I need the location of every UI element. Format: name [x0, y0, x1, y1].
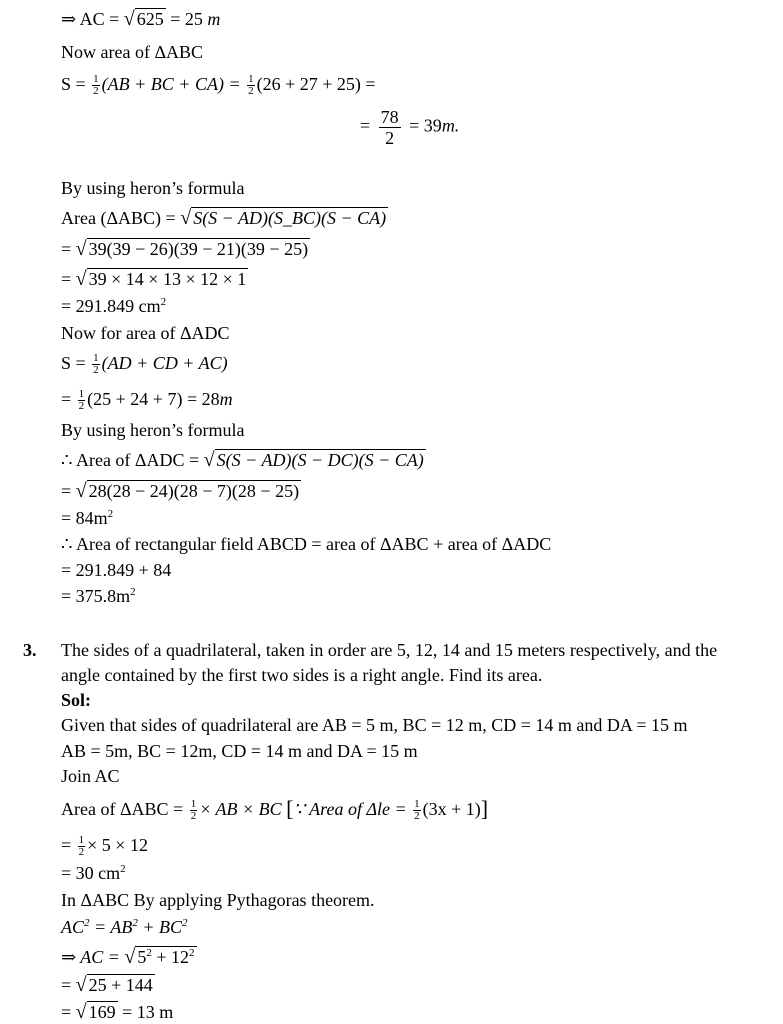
line-area-abc-sub [61, 238, 310, 260]
numerator: 1 [190, 798, 197, 811]
text: = 84m [61, 508, 108, 528]
denominator: 2 [385, 128, 395, 148]
q3-sqrt-169-step [61, 974, 155, 996]
text: By using heron’s formula [61, 420, 245, 440]
radicand: 625 [136, 9, 164, 29]
expression: (3x + 1) [422, 799, 481, 819]
text: Now for area of ΔADC [61, 323, 230, 343]
text: S = [61, 353, 91, 373]
line-heron-1 [61, 177, 244, 199]
question-line-2 [61, 664, 542, 686]
text: = [61, 1002, 76, 1022]
text: Area (ΔABC) = [61, 208, 181, 228]
radicand: S(S − AD)(S_BC)(S − CA) [193, 208, 387, 228]
unit: m [207, 9, 221, 29]
superscript: 2 [181, 917, 188, 929]
sqrt: √ 169 [75, 1001, 116, 1023]
q3-given [61, 714, 688, 736]
radicand: S(S − AD)(S − DC)(S − CA) [216, 450, 424, 470]
text: = 375.8m [61, 586, 131, 606]
text: = [61, 481, 76, 501]
fraction-half [92, 353, 100, 376]
fraction-half [78, 389, 86, 412]
line-now-area-adc [61, 322, 230, 344]
text: = 25 [165, 9, 208, 29]
text: The sides of a quadrilateral, taken in order are 5, 12, 14 and 15 meters respectively, and the [61, 640, 718, 660]
line-area-adc-sub [61, 480, 301, 502]
expression: × AB × BC [199, 799, 287, 819]
fraction-half [247, 74, 255, 97]
text: angle contained by the first two sides is a right angle. Find its area. [61, 665, 543, 685]
text: = 291.849 + 84 [61, 560, 172, 580]
text: S = [61, 74, 91, 94]
q3-ac-sqrt [61, 946, 197, 968]
text: By using heron’s formula [61, 178, 245, 198]
text: AB = 5m, BC = 12m, CD = 14 m and DA = 15 m [61, 741, 418, 761]
text: = [61, 835, 76, 855]
fraction-half [190, 799, 198, 822]
fraction-78-2 [379, 107, 401, 148]
radicand [135, 946, 196, 967]
line-heron-2 [61, 419, 244, 441]
superscript: 2 [120, 863, 126, 875]
line-total [61, 585, 136, 607]
sqrt: √ S(S − AD)(S_BC)(S − CA) [180, 207, 387, 229]
line-area-adc-result [61, 507, 113, 529]
line-area-abc-formula [61, 207, 388, 229]
text: + 12 [151, 947, 190, 967]
sqrt: √ 625 [123, 8, 164, 30]
text: ∴ Area of ΔADC = [61, 450, 204, 470]
radicand: 25 + 144 [88, 975, 153, 995]
denominator: 2 [190, 810, 197, 823]
numerator: 1 [78, 388, 85, 401]
numerator: 1 [248, 73, 254, 86]
bracket-note: ∵ Area of Δle = [293, 799, 412, 819]
text: Given that sides of quadrilateral are AB = 5 m, BC = 12 m, CD = 14 m and DA = 15 m [61, 715, 688, 735]
radicand: 39(39 − 26)(39 − 21)(39 − 25) [88, 239, 309, 259]
text: 5 [137, 947, 147, 967]
line-area-abc-product [61, 268, 248, 290]
fraction-half [92, 74, 100, 97]
text: AC [61, 917, 85, 937]
numerator: 1 [93, 73, 99, 86]
expression: × 5 × 12 [87, 835, 148, 855]
line-area-field [61, 533, 551, 555]
sqrt: √ $5^2 + 12^2$ [124, 946, 195, 968]
text: = 39 [404, 115, 442, 136]
text: = [61, 389, 76, 409]
text: Area of ΔABC = [61, 799, 188, 819]
expression: (AD + CD + AC) [101, 353, 228, 373]
text: Join AC [61, 766, 120, 786]
expression: (26 + 27 + 25) = [256, 74, 376, 94]
numerator: 1 [93, 352, 99, 365]
radicand: 39 × 14 × 13 × 12 × 1 [88, 269, 247, 289]
superscript: 2 [160, 296, 167, 308]
line-sum [61, 559, 171, 581]
text: = [61, 239, 76, 259]
text: = 291.849 cm [61, 296, 161, 316]
denominator: 2 [78, 846, 85, 859]
numerator: 78 [380, 107, 399, 127]
line-area-abc-result [61, 295, 166, 317]
q3-sides [61, 740, 418, 762]
line-78-over-2 [360, 107, 460, 148]
numerator: 1 [414, 798, 420, 811]
fraction-half [413, 799, 421, 822]
expression: (25 + 24 + 7) = 28 [87, 389, 220, 409]
text: = AB [89, 917, 133, 937]
question-number: 3. [23, 640, 37, 660]
sqrt: √ 39 × 14 × 13 × 12 × 1 [75, 268, 247, 290]
q3-pythagoras [61, 889, 375, 911]
numerator: 1 [78, 834, 85, 847]
line-now-area-abc [61, 41, 203, 63]
unit: m [219, 389, 233, 409]
denominator: 2 [93, 364, 99, 377]
q3-ac-result [61, 1001, 173, 1023]
text: = 30 cm [61, 863, 121, 883]
fraction-half [78, 835, 86, 858]
text: = [61, 269, 76, 289]
denominator: 2 [414, 810, 420, 823]
q3-area-calc [61, 834, 148, 859]
superscript: 2 [130, 586, 136, 598]
denominator: 2 [248, 85, 254, 98]
line-area-adc-formula [61, 449, 426, 471]
text: ⇒ AC = [61, 9, 124, 29]
text: + BC [137, 917, 182, 937]
superscript: 2 [146, 947, 152, 959]
text: ⇒ AC = [61, 947, 125, 967]
radicand: 169 [88, 1002, 116, 1022]
line-semi-perimeter-adc-value [61, 388, 233, 413]
denominator: 2 [93, 85, 99, 98]
q3-area-result [61, 862, 126, 884]
q3-area-abc: Area of ΔABC = $\frac{1}{2}$ × AB × BC [∵ Area of Δle = $\frac{1}{2}$ (3x + 1)] [61, 796, 489, 823]
solution-label [61, 689, 91, 711]
expression: (AB + BC + CA) = [101, 74, 246, 94]
text: = 13 m [117, 1002, 174, 1022]
text: = [360, 115, 375, 136]
sqrt: √ 39(39 − 26)(39 − 21)(39 − 25) [75, 238, 309, 260]
sqrt: √ 28(28 − 24)(28 − 7)(28 − 25) [75, 480, 300, 502]
line-ac-625 [61, 8, 220, 30]
text: = [61, 975, 76, 995]
denominator: 2 [78, 400, 85, 413]
line-semi-perimeter-abc [61, 73, 376, 98]
q3-ac-squared [61, 916, 187, 938]
text: In ΔABC By applying Pythagoras theorem. [61, 890, 375, 910]
text: ∴ Area of rectangular field ABCD = area of ΔABC + area of ΔADC [61, 534, 552, 554]
superscript: 2 [132, 917, 138, 929]
line-semi-perimeter-adc [61, 352, 228, 377]
unit: m. [441, 115, 460, 136]
text: Sol: [61, 690, 92, 710]
q3-join-ac [61, 765, 120, 787]
text: Now area of ΔABC [61, 42, 204, 62]
superscript: 2 [84, 917, 90, 929]
question-line-1 [61, 639, 717, 661]
sqrt: √ S(S − AD)(S − DC)(S − CA) [203, 449, 424, 471]
sqrt: √ 25 + 144 [75, 974, 153, 996]
superscript: 2 [189, 947, 195, 959]
superscript: 2 [107, 508, 114, 520]
radicand: 28(28 − 24)(28 − 7)(28 − 25) [88, 481, 300, 501]
